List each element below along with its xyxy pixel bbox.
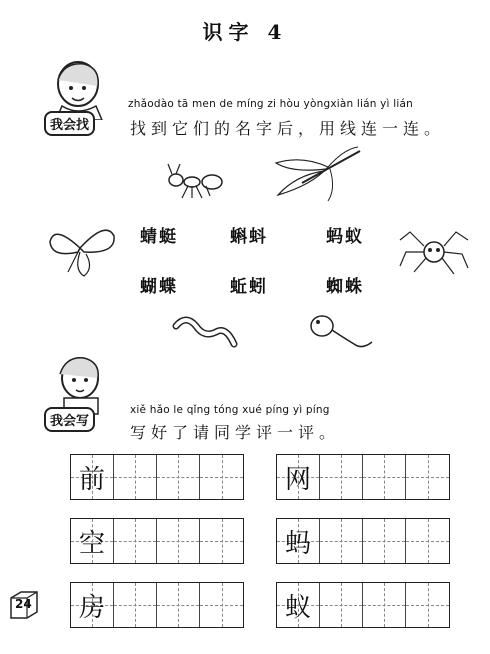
writing-grid-row[interactable] [276, 454, 450, 500]
writing-grid-row[interactable] [70, 518, 244, 564]
word-ant: 蚂蚁 [326, 227, 364, 247]
tadpole-icon [304, 308, 374, 358]
model-character: 房 [78, 592, 105, 623]
word-spider: 蜘蛛 [326, 277, 364, 297]
butterfly-icon [44, 218, 120, 280]
model-character: 前 [78, 464, 105, 495]
page-title: 识字 4 [202, 20, 288, 44]
section-tag-write: 我会写 [44, 407, 95, 432]
page-number: 24 [15, 597, 32, 611]
writing-grid-row[interactable] [70, 454, 244, 500]
model-character: 空 [78, 528, 105, 559]
dragonfly-icon [272, 145, 364, 205]
model-character: 网 [284, 464, 311, 495]
model-character: 蚁 [284, 592, 311, 623]
writing-grid-row[interactable] [276, 518, 450, 564]
page-number-cube [9, 590, 39, 620]
earthworm-icon [172, 312, 238, 352]
girl-portrait-badge-find [44, 58, 124, 136]
word-butterfly: 蝴蝶 [140, 277, 178, 297]
spider-icon [398, 226, 470, 278]
word-dragonfly: 蜻蜓 [140, 227, 178, 247]
section-tag-find: 我会找 [44, 111, 95, 136]
instruction-line-2: 写好了请同学评一评。 [130, 423, 341, 442]
ant-icon [160, 160, 230, 200]
writing-grid-row[interactable] [70, 582, 244, 628]
pinyin-line-1: zhǎodào tā men de míng zi hòu yòngxiàn lián yì lián [128, 98, 413, 110]
pinyin-line-2: xiě hǎo le qǐng tóng xué píng yì píng [130, 404, 330, 416]
girl-portrait-badge-write [44, 352, 124, 432]
instruction-line-1: 找到它们的名字后，用线连一连。 [130, 119, 446, 138]
writing-grid-row[interactable] [276, 582, 450, 628]
word-earthworm: 蚯蚓 [230, 277, 268, 297]
model-character: 蚂 [284, 528, 311, 559]
word-tadpole: 蝌蚪 [230, 227, 268, 247]
